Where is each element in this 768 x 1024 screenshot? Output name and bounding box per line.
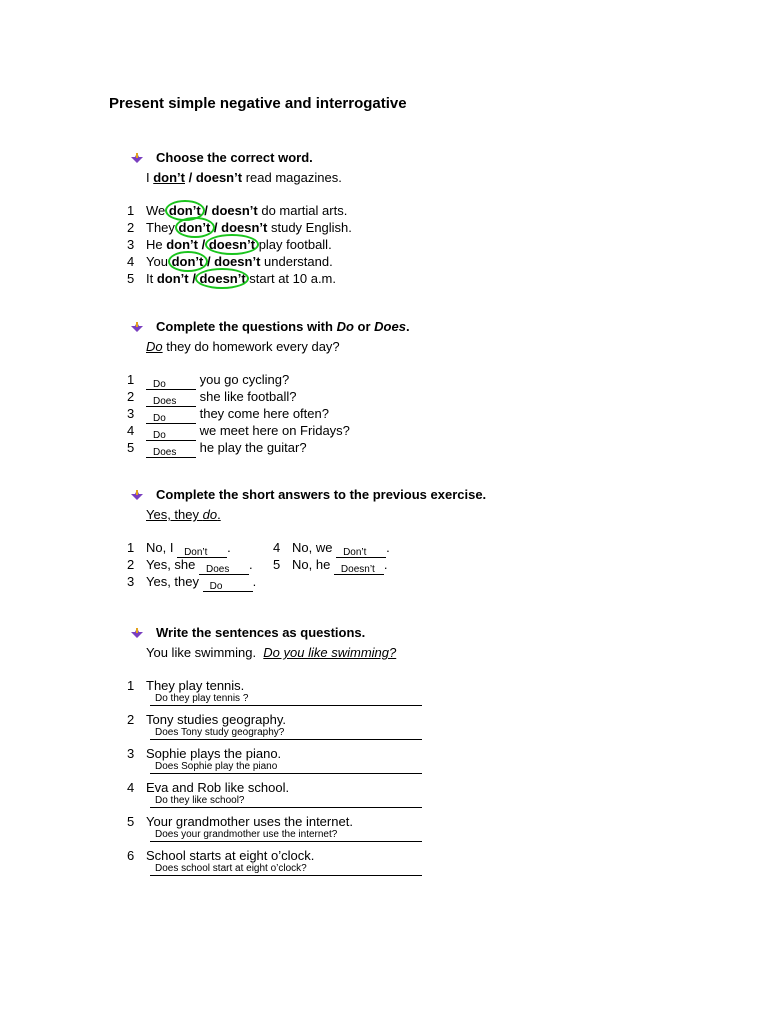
item-prefix: Yes, she [146, 557, 200, 572]
option-doesnt[interactable]: doesn’t [208, 237, 256, 252]
exercise-item [127, 439, 350, 456]
exercise-3-header [131, 485, 751, 505]
item-rest: understand. [260, 254, 333, 269]
item-number: 2 [127, 389, 135, 404]
item-number: 2 [127, 220, 135, 235]
item-rest: play football. [255, 237, 332, 252]
exercise-item [127, 253, 352, 270]
option-dont[interactable]: don’t [171, 254, 204, 269]
item-sentence: Eva and Rob like school. [146, 780, 290, 795]
exercise-2-header [131, 317, 751, 337]
short-answers-left [127, 539, 256, 590]
item-end: . [227, 540, 231, 555]
item-subject: You [146, 254, 172, 269]
item-subject: They [146, 220, 179, 235]
example-prefix: Yes, they [146, 507, 203, 522]
item-prefix: Yes, they [146, 574, 203, 589]
example-option-doesnt: doesn’t [195, 170, 243, 185]
item-number: 5 [273, 557, 281, 572]
item-subject: We [146, 203, 169, 218]
item-number: 2 [127, 712, 135, 727]
answer-line[interactable]: Does school start at eight o’clock? [150, 864, 422, 876]
item-number: 1 [127, 540, 135, 555]
exercise-item [127, 371, 350, 388]
item-rest: they come here often? [196, 406, 329, 421]
example-prefix: I [146, 170, 154, 185]
option-separator: / [198, 237, 209, 252]
item-rest: we meet here on Fridays? [196, 423, 350, 438]
instruction-does: Does [374, 319, 406, 334]
option-separator: / [188, 271, 200, 286]
exercise-2-example [146, 337, 340, 357]
answer-circle-mark [168, 251, 208, 272]
answer-blank[interactable]: Does [146, 397, 196, 407]
item-sentence: Sophie plays the piano. [146, 746, 282, 761]
item-rest: he play the guitar? [196, 440, 307, 455]
exercise-item [127, 745, 422, 762]
answer-blank[interactable]: Does [146, 448, 196, 458]
page-title: Present simple negative and interrogative [109, 95, 407, 112]
answer-line[interactable]: Does Sophie play the piano [150, 762, 422, 774]
exercise-1-items [127, 202, 352, 287]
answer-line[interactable]: Do they like school? [150, 796, 422, 808]
exercise-item [127, 388, 350, 405]
item-number: 4 [127, 423, 135, 438]
exercise-4-items [127, 677, 422, 881]
exercise-1 [127, 148, 751, 286]
item-sentence: School starts at eight o’clock. [146, 848, 315, 863]
item-number: 2 [127, 557, 135, 572]
example-rest: read magazines. [242, 170, 342, 185]
exercise-item [127, 202, 352, 219]
item-end: . [383, 557, 388, 572]
example-answer: Do you like swimming? [263, 645, 397, 660]
instruction-or: or [353, 319, 375, 334]
item-number: 1 [127, 203, 135, 218]
item-number: 5 [127, 271, 135, 286]
exercise-item [127, 236, 352, 253]
instruction-text: Complete the questions with [156, 319, 337, 334]
exercise-item [127, 270, 352, 287]
item-rest: do martial arts. [257, 203, 348, 218]
answer-blank[interactable]: Do [203, 582, 253, 592]
answer-blank[interactable]: Don’t [177, 548, 227, 558]
option-doesnt[interactable]: doesn’t [211, 203, 258, 218]
item-number: 3 [127, 746, 135, 761]
short-answer-item [127, 539, 256, 556]
bullet-arrow-icon [131, 322, 143, 332]
example-answer: do [202, 507, 218, 522]
item-sentence: Your grandmother uses the internet. [146, 814, 353, 829]
item-number: 3 [127, 406, 135, 421]
item-end: . [386, 540, 390, 555]
item-number: 1 [127, 372, 135, 387]
item-number: 4 [127, 254, 135, 269]
exercise-item [127, 847, 422, 864]
answer-line[interactable]: Does your grandmother use the internet? [150, 830, 422, 842]
item-rest: study English. [267, 220, 352, 235]
option-dont[interactable]: don’t [168, 203, 201, 218]
exercise-item [127, 711, 422, 728]
bullet-arrow-icon [131, 628, 143, 638]
option-dont[interactable]: don’t [178, 220, 211, 235]
instruction-do: Do [336, 319, 354, 334]
exercise-4 [127, 623, 751, 874]
item-prefix: No, he [292, 557, 334, 572]
option-separator: / [200, 203, 212, 218]
short-answer-item [273, 539, 390, 556]
exercise-item [127, 813, 422, 830]
answer-blank[interactable]: Do [146, 431, 196, 441]
item-prefix: No, we [292, 540, 337, 555]
answer-blank[interactable]: Do [146, 414, 196, 424]
item-subject: He [146, 237, 167, 252]
item-number: 1 [127, 678, 135, 693]
bullet-arrow-icon [131, 153, 143, 163]
exercise-2-items [127, 371, 350, 456]
short-answer-item [127, 556, 256, 573]
item-prefix: No, I [146, 540, 178, 555]
short-answers-right [273, 539, 390, 573]
answer-line[interactable]: Do they play tennis ? [150, 694, 422, 706]
exercise-3-instruction: Complete the short answers to the previous exercise. [156, 487, 487, 502]
option-doesnt[interactable]: doesn’t [214, 254, 261, 269]
option-separator: / [210, 220, 222, 235]
exercise-2-instruction [156, 317, 410, 337]
exercise-item [127, 677, 422, 694]
exercise-3 [127, 485, 751, 592]
answer-blank[interactable]: Does [199, 565, 249, 575]
exercise-item [127, 779, 422, 796]
answer-blank[interactable]: Do [146, 380, 196, 390]
answer-circle-mark [175, 217, 215, 238]
answer-blank[interactable]: Doesn’t [334, 565, 384, 575]
item-end: . [252, 574, 257, 589]
example-option-dont: don’t [153, 170, 185, 185]
item-sentence: They play tennis. [146, 678, 245, 693]
option-doesnt[interactable]: doesn’t [221, 220, 268, 235]
exercise-1-instruction: Choose the correct word. [156, 150, 313, 165]
answer-circle-mark [205, 234, 259, 255]
item-rest: start at 10 a.m. [245, 271, 337, 286]
answer-blank[interactable]: Don’t [336, 548, 386, 558]
item-number: 5 [127, 814, 135, 829]
example-sentence: You like swimming. [146, 645, 257, 660]
item-number: 6 [127, 848, 135, 863]
exercise-1-example [146, 168, 342, 188]
item-sentence: Tony studies geography. [146, 712, 286, 727]
option-separator: / [203, 254, 215, 269]
item-subject: It [146, 271, 157, 286]
instruction-end: . [405, 319, 410, 334]
item-rest: you go cycling? [196, 372, 290, 387]
exercise-1-header [131, 148, 751, 168]
exercise-4-header [131, 623, 751, 643]
item-end: . [249, 557, 253, 572]
item-number: 5 [127, 440, 135, 455]
answer-line[interactable]: Does Tony study geography? [150, 728, 422, 740]
short-answer-item [273, 556, 390, 573]
example-end: . [217, 507, 221, 522]
exercise-4-instruction: Write the sentences as questions. [156, 625, 366, 640]
example-answer: Do [146, 339, 163, 354]
option-dont[interactable]: don’t [166, 237, 198, 252]
exercise-item [127, 405, 350, 422]
short-answer-item [127, 573, 256, 590]
item-number: 3 [127, 574, 135, 589]
option-dont[interactable]: don’t [156, 271, 189, 286]
item-number: 4 [127, 780, 135, 795]
example-separator: / [185, 170, 196, 185]
item-number: 4 [273, 540, 281, 555]
option-doesnt[interactable]: doesn’t [199, 271, 246, 286]
item-rest: she like football? [196, 389, 297, 404]
answer-circle-mark [195, 268, 249, 289]
exercise-4-example [146, 643, 396, 663]
item-number: 3 [127, 237, 135, 252]
bullet-arrow-icon [131, 490, 143, 500]
exercise-2 [127, 317, 751, 458]
exercise-3-example [146, 505, 221, 525]
exercise-item [127, 422, 350, 439]
example-rest: they do homework every day? [162, 339, 340, 354]
